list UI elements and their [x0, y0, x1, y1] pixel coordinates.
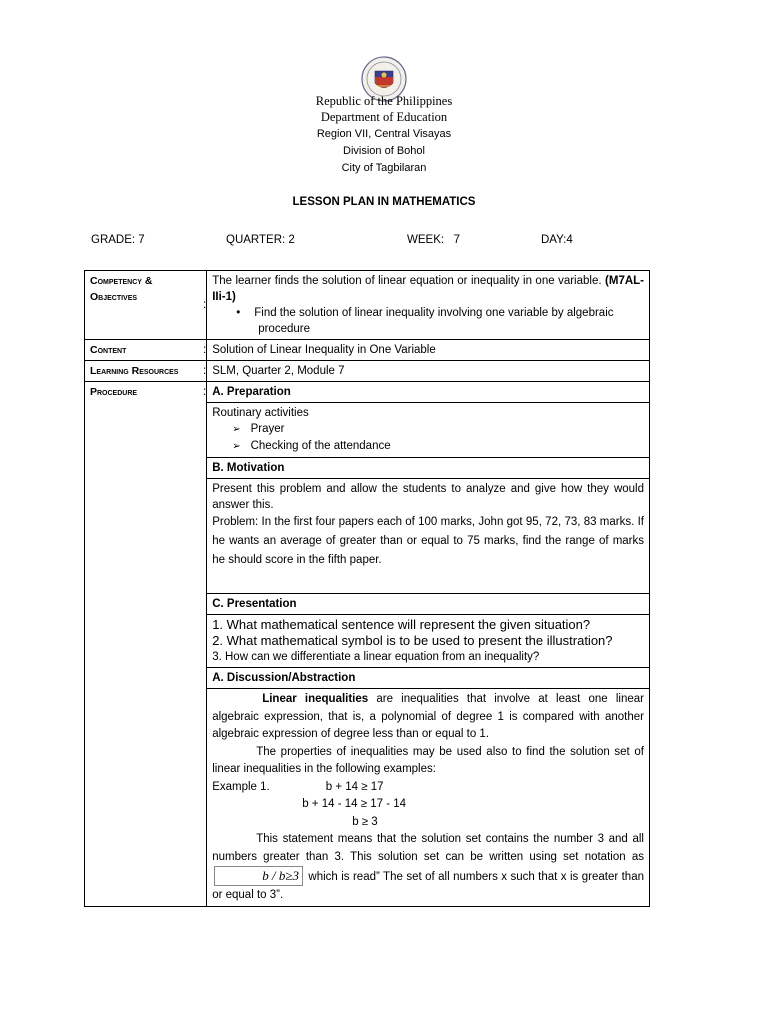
document-title: LESSON PLAN IN MATHEMATICS [292, 196, 476, 208]
example-step-1: b + 14 ≥ 17 [325, 780, 384, 793]
presentation-body [207, 615, 650, 668]
motivation-title: B. Motivation [207, 458, 650, 479]
example-step-2: b + 14 - 14 ≥ 17 - 14 [302, 798, 407, 810]
colon: : [203, 340, 207, 361]
statement-text-b: which is read” The set of all numbers x such that x is greater than or equal to 3”. [212, 871, 644, 901]
example-step-3: b ≥ 3 [352, 815, 378, 828]
label-competency: Competency & Objectives [85, 271, 204, 340]
term-linear-inequalities: Linear inequalities [262, 693, 369, 705]
header-department: Department of Education [320, 110, 448, 124]
header-city: City of Tagbilaran [341, 162, 427, 174]
presentation-q2: 2. What mathematical symbol is to be used to present the illustration? [212, 633, 613, 648]
motivation-body [207, 479, 650, 594]
motivation-line1: Present this problem and allow the students to analyze and give how they would answer this. [212, 483, 644, 511]
definition-paragraph [212, 691, 644, 744]
meta-quarter: QUARTER: 2 [226, 234, 295, 246]
colon: : [203, 271, 207, 340]
row-content [85, 340, 650, 361]
lesson-plan-table [84, 270, 650, 907]
meta-grade: GRADE: 7 [91, 234, 145, 246]
statement-text-a: This statement means that the solution set contains the number 3 and all numbers greater than 3. This solution set can be written using set notation as [212, 833, 644, 863]
preparation-body [207, 403, 650, 458]
preparation-title: A. Preparation [207, 382, 650, 403]
row-procedure-preparation-title [85, 382, 650, 403]
meta-day: DAY:4 [541, 234, 573, 246]
presentation-title: C. Presentation [207, 594, 650, 615]
colon: : [203, 361, 207, 382]
statement-paragraph [212, 831, 644, 904]
set-notation-box: b / b≥3 [214, 866, 303, 886]
preparation-item-attendance: ➢ Checking of the attendance [252, 438, 644, 455]
resources-value: SLM, Quarter 2, Module 7 [207, 361, 650, 382]
presentation-q3: 3. How can we differentiate a linear equation from an inequality? [212, 651, 540, 663]
content-value: Solution of Linear Inequality in One Variable [207, 340, 650, 361]
preparation-item-prayer: ➢ Prayer [252, 421, 644, 438]
discussion-body [207, 689, 650, 907]
row-resources [85, 361, 650, 382]
meta-week: WEEK: 7 [407, 234, 461, 246]
header-division: Division of Bohol [343, 145, 425, 157]
label-resources: Learning Resources [85, 361, 204, 382]
label-content: Content [85, 340, 204, 361]
motivation-problem: Problem: In the first four papers each of 100 marks, John got 95, 72, 73, 83 marks. If he wants an average of greater than or equal to 75 marks, find the range of marks he should score in the fifth paper. [212, 516, 644, 566]
competency-cell [207, 271, 650, 340]
competency-code: (M7AL-IIi-1) [212, 275, 644, 303]
header-republic: Republic of the Philippines [315, 94, 453, 108]
preparation-list [212, 421, 644, 455]
label-procedure: Procedure [85, 382, 204, 907]
discussion-title: A. Discussion/Abstraction [207, 668, 650, 689]
presentation-q1: 1. What mathematical sentence will represent the given situation? [212, 617, 591, 632]
objective-list [212, 305, 644, 337]
colon: : [203, 382, 207, 907]
competency-text: The learner finds the solution of linear equation or inequality in one variable. [212, 275, 602, 287]
header-region: Region VII, Central Visayas [316, 128, 452, 140]
row-competency [85, 271, 650, 340]
objective-item: • Find the solution of linear inequality involving one variable by algebraic procedure [258, 305, 644, 337]
definition-text: are inequalities that involve at least one linear algebraic expression, that is, a polynomial of degree 1 is compared with another algebraic expression of degree less than or equal to 1. [212, 693, 644, 740]
example-line-1 [212, 779, 644, 797]
preparation-intro: Routinary activities [212, 407, 309, 419]
example-label: Example 1. [212, 780, 270, 793]
properties-paragraph: The properties of inequalities may be used also to find the solution set of linear inequalities in the following examples: [212, 745, 644, 775]
